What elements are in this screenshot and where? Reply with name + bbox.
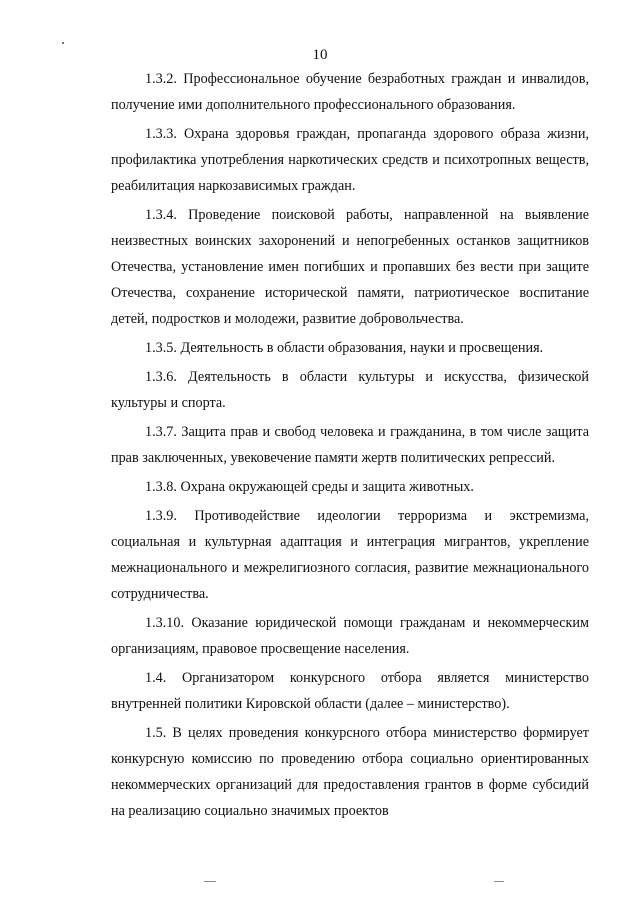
paragraph-1-3-7: 1.3.7. Защита прав и свобод человека и гражданина, в том числе защита прав заключенных, увековечение памяти жертв политических репрессий. [111,424,589,466]
scan-mark [494,881,504,882]
paragraph-1-3-5: 1.3.5. Деятельность в области образования, науки и просвещения. [145,340,544,356]
scan-speck [62,42,64,44]
paragraph-1-3-2: 1.3.2. Профессиональное обучение безработных граждан и инвалидов, получение ими дополнительного профессионального образования. [111,71,589,113]
paragraph-1-3-4: 1.3.4. Проведение поисковой работы, направленной на выявление неизвестных воинских захоронений и непогребенных останков защитников Отечества, установление имен погибших и пропавших без вести при защите Отечества, сохранение исторической памяти, патриотическое воспитание детей, подростков и молодежи, развитие добровольчества. [111,207,589,327]
paragraph-1-3-10: 1.3.10. Оказание юридической помощи гражданам и некоммерческим организациям, правовое просвещение населения. [111,615,589,657]
paragraph-1-5: 1.5. В целях проведения конкурсного отбора министерство формирует конкурсную комиссию по проведению отбора социально ориентированных некоммерческих организаций для предоставления грантов в форме субсидий на реализацию социально значимых проектов [111,725,589,819]
paragraph-1-3-6: 1.3.6. Деятельность в области культуры и искусства, физической культуры и спорта. [111,369,589,411]
page-number: 10 [312,47,328,63]
paragraph-1-3-9: 1.3.9. Противодействие идеологии терроризма и экстремизма, социальная и культурная адаптация и интеграция мигрантов, укрепление межнационального и межрелигиозного согласия, развитие межнационального сотрудничества. [111,508,589,602]
paragraph-1-3-3: 1.3.3. Охрана здоровья граждан, пропаганда здорового образа жизни, профилактика употребления наркотических средств и психотропных веществ, реабилитация наркозависимых граждан. [111,126,589,194]
scan-mark [204,881,216,882]
paragraph-1-3-8: 1.3.8. Охрана окружающей среды и защита животных. [145,479,474,495]
document-body [111,66,589,827]
paragraph-1-4: 1.4. Организатором конкурсного отбора является министерство внутренней политики Кировской области (далее – министерство). [111,670,589,712]
